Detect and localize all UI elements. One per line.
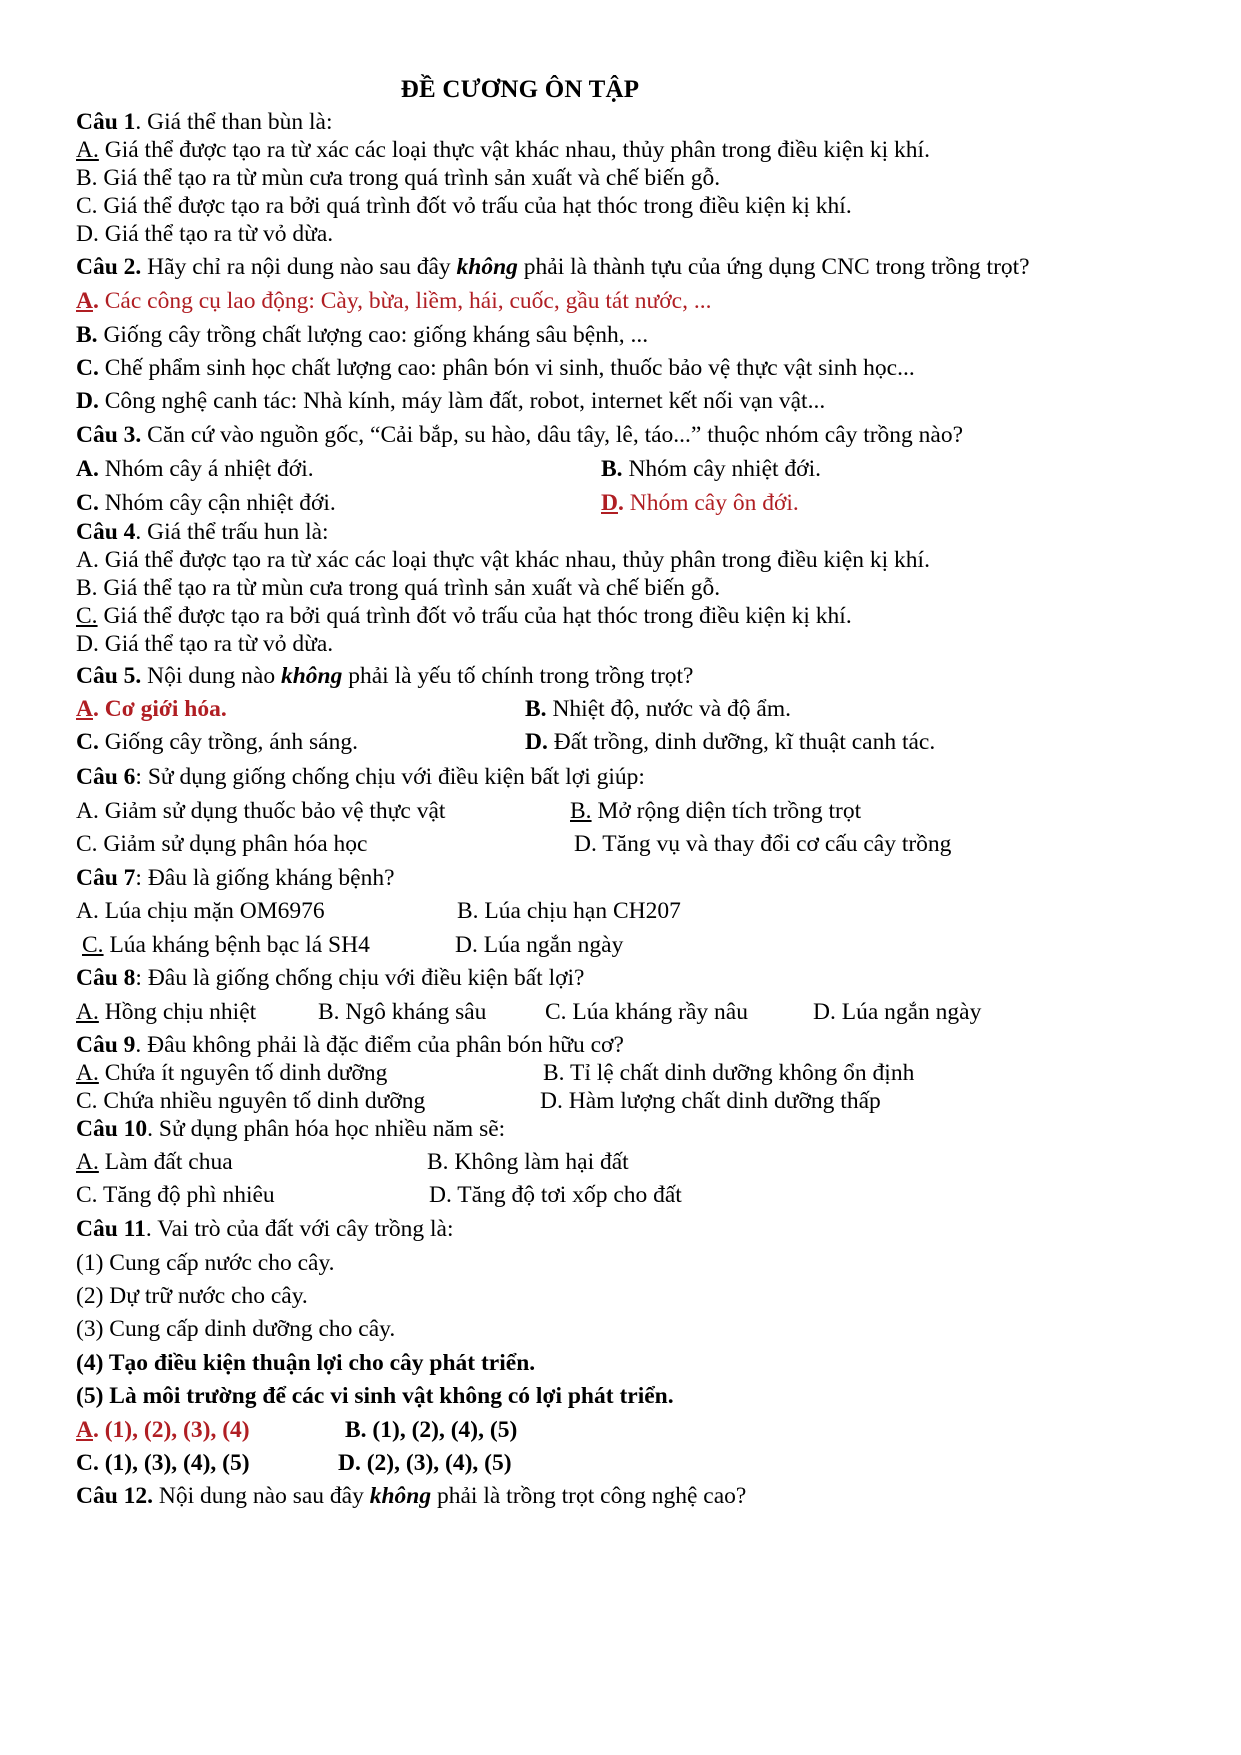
question-text: phải là thành tựu của ứng dụng CNC trong trồng trọt? (517, 254, 1030, 280)
question-3 (76, 421, 963, 449)
option-letter: D. (525, 729, 548, 755)
q2-option-c (76, 354, 915, 382)
question-label: Câu 5. (76, 663, 142, 689)
q3-option-b (601, 455, 821, 483)
q11-item-5: (5) Là môi trường để các vi sinh vật không có lợi phát triển. (76, 1383, 674, 1409)
option-text: Chứa ít nguyên tố dinh dưỡng (98, 1060, 388, 1086)
question-8 (76, 964, 584, 992)
emphasis-text: không (369, 1483, 432, 1509)
q10-option-d: D. Tăng độ tơi xốp cho đất (429, 1182, 682, 1208)
option-text: Mở rộng diện tích trồng trọt (591, 798, 862, 824)
q5-option-a (76, 695, 227, 723)
question-text: Nội dung nào sau đây (153, 1483, 370, 1509)
q6-option-d: D. Tăng vụ và thay đổi cơ cấu cây trồng (574, 831, 952, 857)
question-text: . Vai trò của đất với cây trồng là: (145, 1216, 454, 1242)
option-letter: C. (82, 932, 104, 958)
q5-option-d (525, 728, 935, 756)
option-letter: A. (76, 999, 99, 1025)
question-text: . Đâu không phải là đặc điểm của phân bón hữu cơ? (135, 1032, 624, 1058)
q8-option-a (76, 998, 256, 1026)
q11-item-3: (3) Cung cấp dinh dưỡng cho cây. (76, 1316, 396, 1342)
option-text: Nhóm cây cận nhiệt đới. (98, 490, 336, 516)
option-letter: B. (76, 322, 98, 348)
q2-option-b (76, 321, 648, 349)
q11-option-a (76, 1416, 250, 1444)
q8-option-c: C. Lúa kháng rầy nâu (545, 999, 748, 1025)
q10-option-a (76, 1148, 233, 1176)
q11-option-d: D. (2), (3), (4), (5) (338, 1450, 512, 1476)
question-label: Câu 9 (76, 1032, 136, 1058)
option-text: Nhóm cây á nhiệt đới. (98, 456, 314, 482)
question-text: phải là trồng trọt công nghệ cao? (431, 1483, 747, 1509)
q10-option-b: B. Không làm hại đất (427, 1149, 629, 1175)
option-text: Lúa kháng bệnh bạc lá SH4 (103, 932, 370, 958)
question-5 (76, 662, 694, 690)
question-1 (76, 108, 333, 136)
question-label: Câu 8 (76, 965, 136, 991)
question-10 (76, 1115, 505, 1143)
option-text: Giống cây trồng chất lượng cao: giống kháng sâu bệnh, ... (97, 322, 649, 348)
question-text: . Giá thể trấu hun là: (135, 519, 329, 545)
q8-option-d: D. Lúa ngắn ngày (813, 999, 982, 1025)
option-text: Giá thể được tạo ra từ xác các loại thực vật khác nhau, thủy phân trong điều kiện kị khí. (98, 137, 930, 163)
option-letter: C. (76, 729, 99, 755)
option-letter: B. (601, 456, 623, 482)
option-text: Các công cụ lao động: Cày, bừa, liềm, hái, cuốc, gầu tát nước, ... (98, 288, 712, 314)
option-text: Giống cây trồng, ánh sáng. (98, 729, 358, 755)
question-label: Câu 4 (76, 519, 136, 545)
q5-option-c (76, 728, 358, 756)
emphasis-text: không (280, 663, 343, 689)
option-letter: A. (76, 456, 99, 482)
q9-option-d: D. Hàm lượng chất dinh dưỡng thấp (540, 1088, 881, 1114)
q8-option-b: B. Ngô kháng sâu (318, 999, 487, 1025)
q7-option-c (82, 931, 370, 959)
question-label: Câu 1 (76, 109, 136, 135)
option-text: Nhóm cây nhiệt đới. (622, 456, 821, 482)
question-label: Câu 2. (76, 254, 142, 280)
option-text: Nhóm cây ôn đới. (623, 490, 799, 516)
question-label: Câu 6 (76, 764, 136, 790)
q5-option-b (525, 695, 791, 723)
question-text: Hãy chỉ ra nội dung nào sau đây (141, 254, 457, 280)
option-text: Làm đất chua (98, 1149, 233, 1175)
q11-item-4: (4) Tạo điều kiện thuận lợi cho cây phát triển. (76, 1350, 536, 1376)
option-text: Hồng chịu nhiệt (98, 999, 257, 1025)
q11-item-1: (1) Cung cấp nước cho cây. (76, 1250, 335, 1276)
question-label: Câu 10 (76, 1116, 148, 1142)
q7-option-d: D. Lúa ngắn ngày (455, 932, 624, 958)
question-9 (76, 1031, 624, 1059)
question-text: . Sử dụng phân hóa học nhiều năm sẽ: (147, 1116, 506, 1142)
q9-option-b: B. Tỉ lệ chất dinh dưỡng không ổn định (543, 1060, 915, 1086)
option-letter: A. (76, 1060, 99, 1086)
q3-option-a (76, 455, 314, 483)
question-label: Câu 3. (76, 422, 142, 448)
q11-option-b: B. (1), (2), (4), (5) (345, 1417, 518, 1443)
option-text: Chế phẩm sinh học chất lượng cao: phân bón vi sinh, thuốc bảo vệ thực vật sinh học... (98, 355, 915, 381)
question-text: . Giá thể than bùn là: (135, 109, 333, 135)
q1-option-a (76, 136, 930, 164)
q9-option-c: C. Chứa nhiều nguyên tố dinh dưỡng (76, 1088, 426, 1114)
option-text: . Cơ giới hóa. (92, 696, 227, 722)
q7-option-b: B. Lúa chịu hạn CH207 (457, 898, 681, 924)
option-text: . (1), (2), (3), (4) (92, 1417, 250, 1443)
question-text: : Sử dụng giống chống chịu với điều kiện bất lợi giúp: (135, 764, 645, 790)
q1-option-b: B. Giá thể tạo ra từ mùn cưa trong quá trình sản xuất và chế biến gỗ. (76, 165, 721, 191)
question-label: Câu 11 (76, 1216, 146, 1242)
q2-option-d (76, 387, 825, 415)
option-letter: C. (76, 603, 98, 629)
option-letter: B. (525, 696, 547, 722)
option-letter: C. (76, 355, 99, 381)
q1-option-d: D. Giá thể tạo ra từ vỏ dừa. (76, 221, 334, 247)
option-letter: A. (76, 1149, 99, 1175)
q11-item-2: (2) Dự trữ nước cho cây. (76, 1283, 308, 1309)
q4-option-a: A. Giá thể được tạo ra từ xác các loại thực vật khác nhau, thủy phân trong điều kiện kị khí. (76, 547, 930, 573)
question-11 (76, 1215, 454, 1243)
option-letter: D. (76, 388, 99, 414)
question-6 (76, 763, 645, 791)
option-letter: A (76, 696, 93, 722)
question-text: Nội dung nào (141, 663, 281, 689)
question-label: Câu 7 (76, 865, 136, 891)
q3-option-d (601, 489, 799, 517)
q6-option-c: C. Giảm sử dụng phân hóa học (76, 831, 368, 857)
option-letter: A (76, 288, 93, 314)
q10-option-c: C. Tăng độ phì nhiêu (76, 1182, 275, 1208)
q9-option-a (76, 1059, 387, 1087)
q11-option-c: C. (1), (3), (4), (5) (76, 1450, 250, 1476)
q7-option-a: A. Lúa chịu mặn OM6976 (76, 898, 325, 924)
option-letter: A. (76, 137, 99, 163)
option-text: Đất trồng, dinh dưỡng, kĩ thuật canh tác. (547, 729, 936, 755)
option-text: Nhiệt độ, nước và độ ẩm. (546, 696, 792, 722)
question-2 (76, 253, 1030, 281)
option-letter: B. (570, 798, 592, 824)
option-text: Công nghệ canh tác: Nhà kính, máy làm đất, robot, internet kết nối vạn vật... (98, 388, 826, 414)
option-text: Giá thể được tạo ra bởi quá trình đốt vỏ trấu của hạt thóc trong điều kiện kị khí. (97, 603, 852, 629)
option-dot: . (92, 288, 99, 314)
option-letter: D (601, 490, 618, 516)
q4-option-b: B. Giá thể tạo ra từ mùn cưa trong quá trình sản xuất và chế biến gỗ. (76, 575, 721, 601)
question-text: : Đâu là giống chống chịu với điều kiện bất lợi? (135, 965, 585, 991)
question-text: Căn cứ vào nguồn gốc, “Cải bắp, su hào, dâu tây, lê, táo...” thuộc nhóm cây trồng nào? (141, 422, 964, 448)
q4-option-d: D. Giá thể tạo ra từ vỏ dừa. (76, 631, 334, 657)
option-letter: A (76, 1417, 93, 1443)
question-label: Câu 12. (76, 1483, 154, 1509)
q3-option-c (76, 489, 336, 517)
option-letter: C. (76, 490, 99, 516)
option-dot: . (617, 490, 624, 516)
question-4 (76, 518, 329, 546)
q6-option-a: A. Giảm sử dụng thuốc bảo vệ thực vật (76, 798, 446, 824)
question-text: phải là yếu tố chính trong trồng trọt? (342, 663, 694, 689)
emphasis-text: không (456, 254, 518, 280)
document-title: ĐỀ CƯƠNG ÔN TẬP (400, 76, 640, 103)
question-text: : Đâu là giống kháng bệnh? (135, 865, 395, 891)
question-7 (76, 864, 395, 892)
q2-option-a (76, 287, 711, 315)
question-12 (76, 1482, 746, 1510)
q4-option-c (76, 602, 852, 630)
q6-option-b (570, 797, 861, 825)
q1-option-c: C. Giá thể được tạo ra bởi quá trình đốt vỏ trấu của hạt thóc trong điều kiện kị khí. (76, 193, 852, 219)
